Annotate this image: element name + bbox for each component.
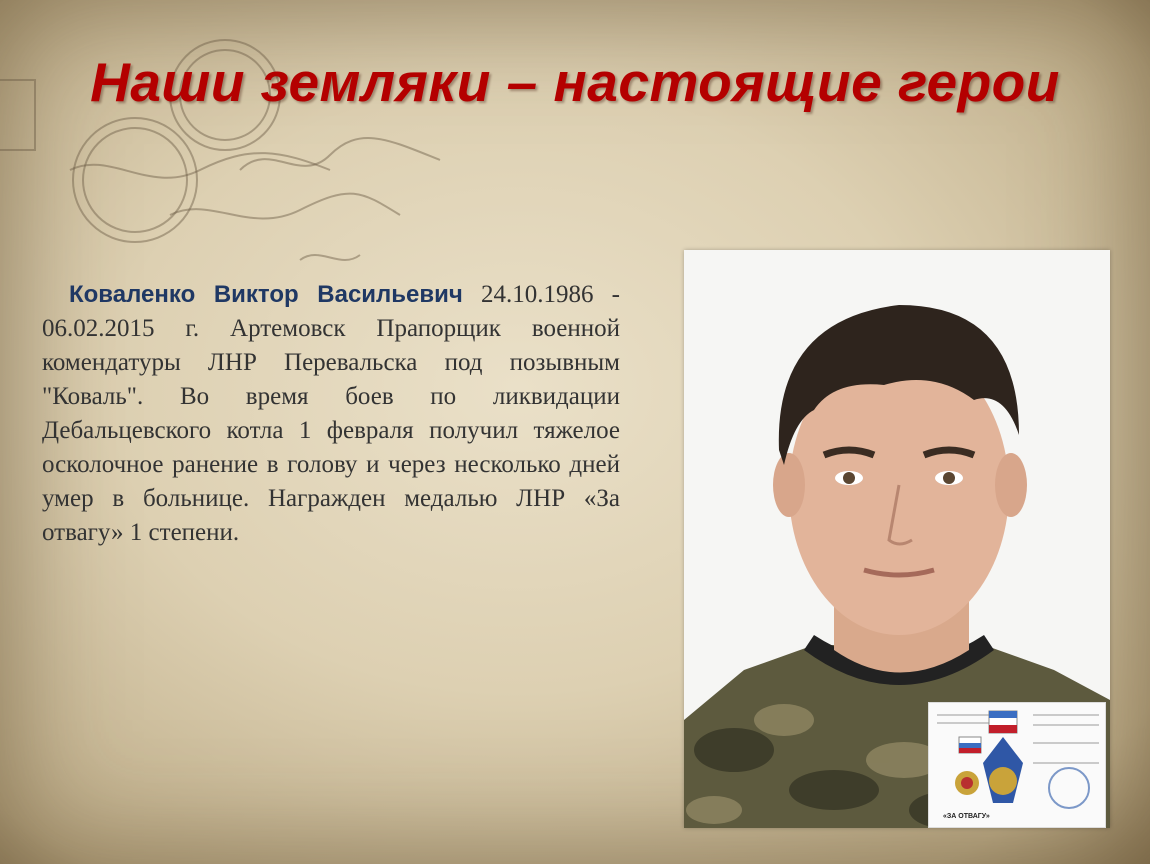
- biography-text: [42, 278, 620, 550]
- certificate-caption: «ЗА ОТВАГУ»: [943, 813, 990, 820]
- hero-portrait-photo: [684, 250, 1110, 828]
- slide-title: Наши земляки – настоящие герои: [90, 51, 1060, 113]
- biography-body: 24.10.1986 - 06.02.2015 г. Артемовск Прапорщик военной комендатуры ЛНР Перевальска под позывным "Коваль". Во время боев по ликвидации Дебальцевского котла 1 февраля получил тяжелое осколочное ранение в голову и через несколько дней умер в больнице. Награжден медалью ЛНР «За отвагу» 1 степени.: [42, 281, 620, 546]
- medal-certificate: [928, 702, 1106, 828]
- hero-name: Коваленко Виктор Васильевич: [69, 281, 463, 308]
